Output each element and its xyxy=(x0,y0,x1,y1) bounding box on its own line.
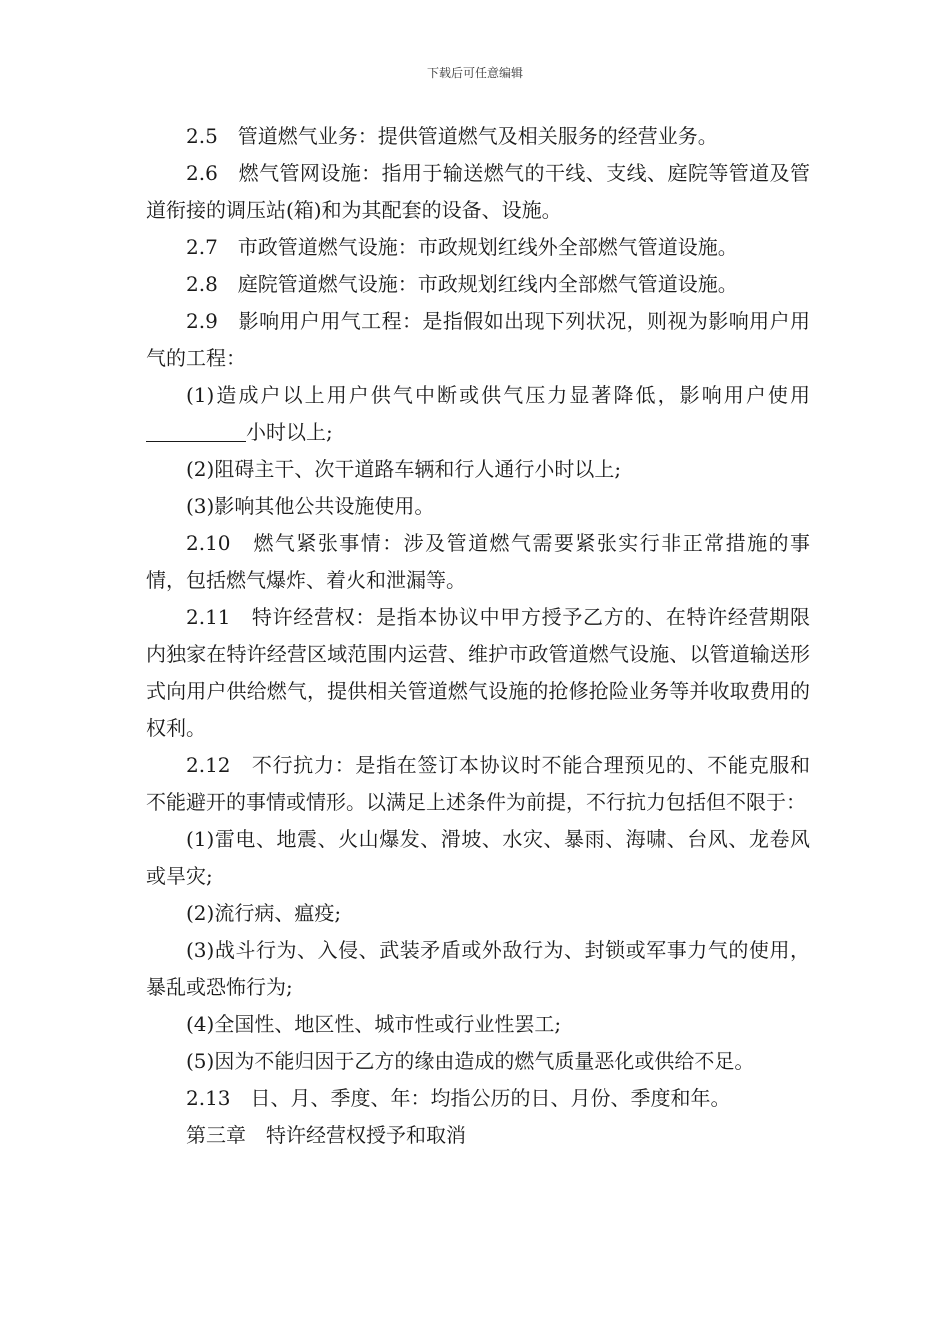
clause-2-12-item-4: (4)全国性、地区性、城市性或行业性罢工; xyxy=(186,1012,562,1036)
clause-2-12: 2.12 不行抗力：是指在签订本协议时不能合理预见的、不能克服和不能避开的事情或情形。以满足上述条件为前提，不行抗力包括但不限于： xyxy=(146,753,810,814)
clause-2-13: 2.13 日、月、季度、年：均指公历的日、月份、季度和年。 xyxy=(186,1086,731,1110)
clause-2-5: 2.5 管道燃气业务：提供管道燃气及相关服务的经营业务。 xyxy=(186,124,718,148)
document-body xyxy=(146,118,810,1154)
clause-2-11: 2.11 特许经营权：是指本协议中甲方授予乙方的、在特许经营期限内独家在特许经营区域范围内运营、维护市政管道燃气设施、以管道输送形式向用户供给燃气，提供相关管道燃气设施的抢修抢险业务等并收取费用的权利。 xyxy=(146,605,810,740)
clause-2-9-item-1 xyxy=(146,377,810,451)
clause-2-9-item-1-text: (1)造成户以上用户供气中断或供气压力显著降低，影响用户使用 xyxy=(186,383,810,407)
page-header: 下载后可任意编辑 xyxy=(426,66,523,80)
chapter-3-heading: 第三章 特许经营权授予和取消 xyxy=(186,1123,466,1147)
clause-2-12-item-2: (2)流行病、瘟疫; xyxy=(186,901,342,925)
clause-2-6: 2.6 燃气管网设施：指用于输送燃气的干线、支线、庭院等管道及管道衔接的调压站(箱)和为其配套的设备、设施。 xyxy=(146,161,810,222)
clause-2-12-item-5: (5)因为不能归因于乙方的缘由造成的燃气质量恶化或供给不足。 xyxy=(186,1049,755,1073)
clause-2-8: 2.8 庭院管道燃气设施：市政规划红线内全部燃气管道设施。 xyxy=(186,272,738,296)
clause-2-10: 2.10 燃气紧张事情：涉及管道燃气需要紧张实行非正常措施的事情，包括燃气爆炸、着火和泄漏等。 xyxy=(146,531,810,592)
clause-2-7: 2.7 市政管道燃气设施：市政规划红线外全部燃气管道设施。 xyxy=(186,235,738,259)
clause-2-12-item-1: (1)雷电、地震、火山爆发、滑坡、水灾、暴雨、海啸、台风、龙卷风或旱灾; xyxy=(146,827,810,888)
clause-2-12-item-3: (3)战斗行为、入侵、武装矛盾或外敌行为、封锁或军事力气的使用，暴乱或恐怖行为; xyxy=(146,938,810,999)
clause-2-9-item-2: (2)阻碍主干、次干道路车辆和行人通行小时以上; xyxy=(186,457,622,481)
fill-in-blank xyxy=(146,421,246,442)
clause-2-9-item-3: (3)影响其他公共设施使用。 xyxy=(186,494,435,518)
clause-2-9: 2.9 影响用户用气工程：是指假如出现下列状况，则视为影响用户用气的工程： xyxy=(146,309,810,370)
clause-2-9-item-1-suffix: 小时以上; xyxy=(246,420,333,444)
